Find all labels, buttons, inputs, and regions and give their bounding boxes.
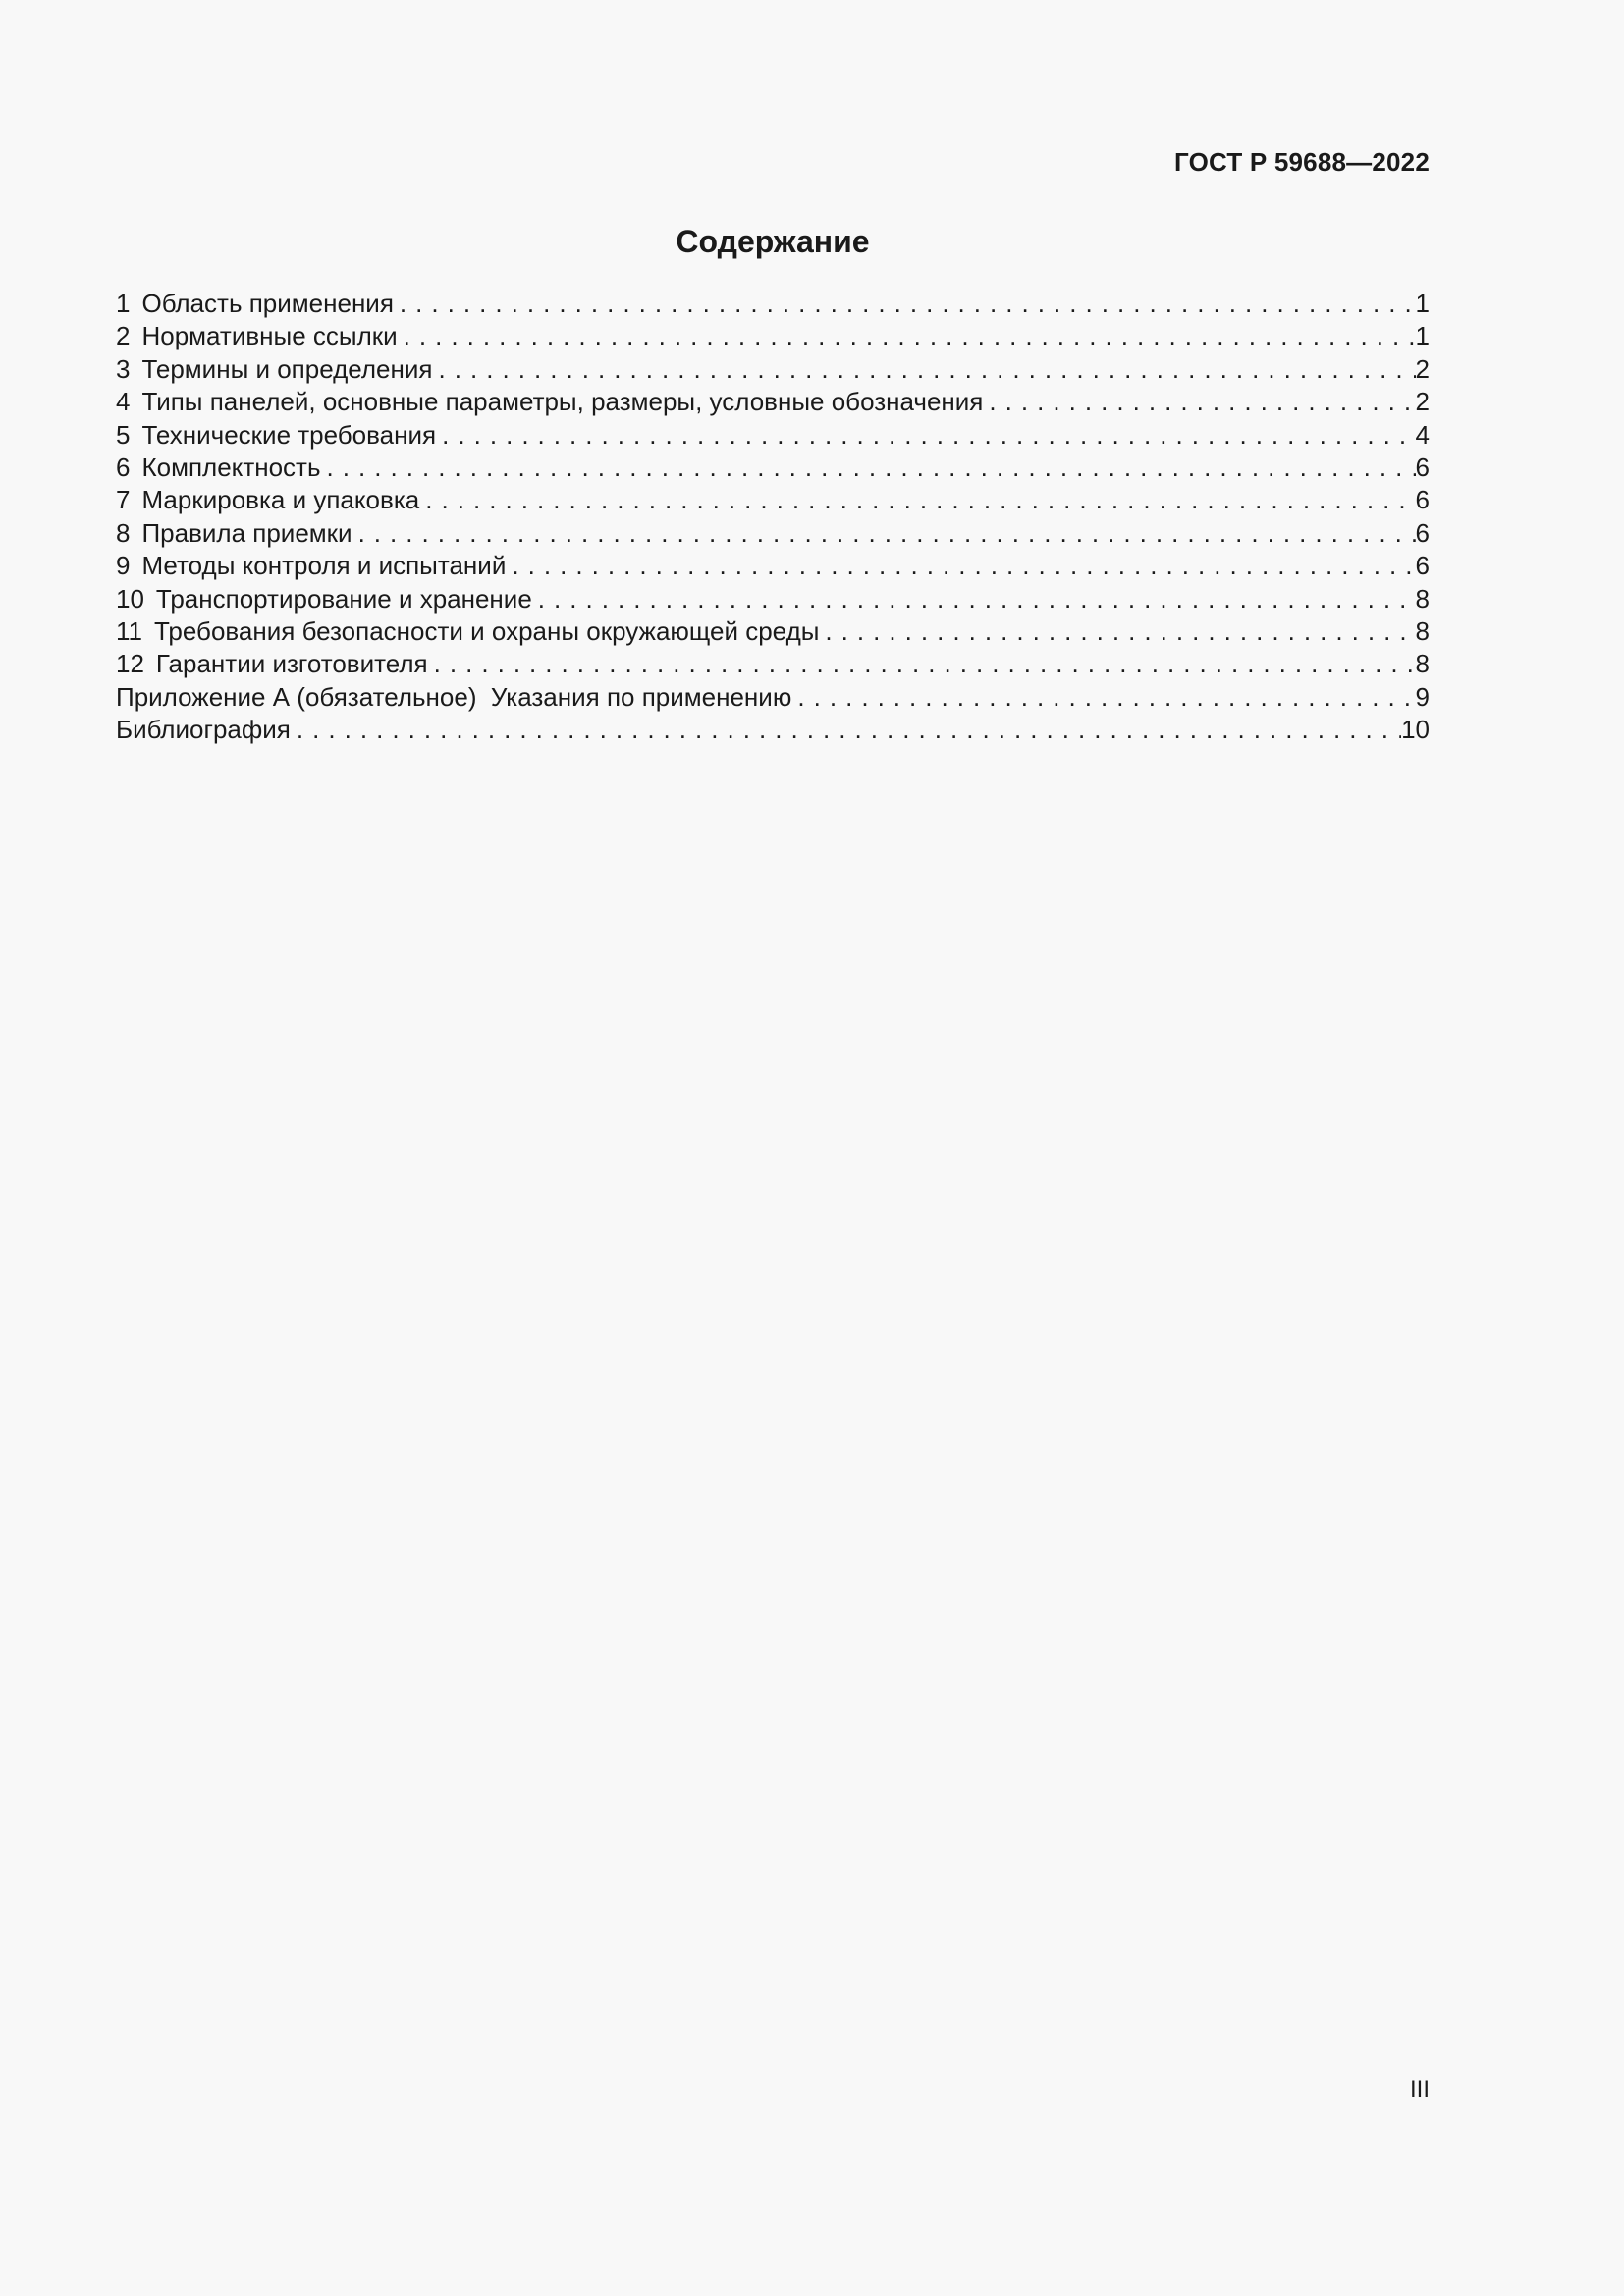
toc-entry-label: Нормативные ссылки [141,321,398,351]
toc-entry-label: Правила приемки [141,517,352,548]
toc-leader-dots [428,648,1416,680]
page-number: III [1409,2076,1430,2103]
toc-entry-number: 7 [116,485,131,515]
toc-entry-label: Типы панелей, основные параметры, размеры, условные обозначения [141,387,984,417]
toc-leader-dots [321,452,1416,484]
toc-entry-label: Приложение А (обязательное) Указания по применению [116,681,792,712]
toc-entry[interactable] [116,615,1430,648]
document-code: ГОСТ Р 59688—2022 [1174,147,1430,177]
toc-entry-label: Область применения [141,289,394,318]
toc-entry-page: 8 [1415,649,1430,679]
toc-entry-label: Гарантии изготовителя [155,649,428,679]
toc-entry-number: 1 [116,289,131,318]
toc-entry[interactable] [116,353,1430,386]
toc-entry[interactable] [116,452,1430,484]
toc-entry-page: 8 [1415,583,1430,614]
toc-entry-number: 11 [116,616,142,647]
toc-entry[interactable] [116,550,1430,582]
toc-entry-number: 5 [116,419,131,450]
toc-leader-dots [532,583,1416,615]
toc-entry-number: 9 [116,551,131,581]
toc-entry-page: 10 [1401,715,1430,745]
toc-entry[interactable] [116,386,1430,418]
toc-entry-page: 2 [1415,353,1430,384]
toc-entry-number: 10 [116,583,144,614]
toc-entry-appendix[interactable] [116,681,1430,714]
toc-entry-number: 4 [116,387,131,417]
toc-entry-label: Библиография [116,715,291,745]
toc-entry-label: Транспортирование и хранение [155,583,532,614]
toc-entry[interactable] [116,648,1430,680]
toc-entry-number: 3 [116,353,131,384]
toc-leader-dots [419,484,1415,516]
toc-leader-dots [791,681,1415,714]
toc-entry[interactable] [116,517,1430,550]
toc-entry-page: 6 [1415,517,1430,548]
toc-entry-page: 1 [1415,289,1430,318]
toc-entry-label: Маркировка и упаковка [141,485,420,515]
toc-entry-page: 6 [1415,551,1430,581]
toc-entry-page: 4 [1415,419,1430,450]
toc-entry-label: Технические требования [141,419,437,450]
toc-entry-page: 6 [1415,453,1430,483]
toc-entry-bibliography[interactable] [116,714,1430,746]
toc-leader-dots [432,353,1415,386]
toc-leader-dots [983,386,1415,418]
toc-leader-dots [506,550,1415,582]
toc-entry[interactable] [116,419,1430,452]
toc-entry[interactable] [116,320,1430,352]
toc-entry[interactable] [116,288,1430,320]
toc-entry-number: 8 [116,517,131,548]
toc-entry-page: 8 [1415,616,1430,647]
toc-leader-dots [394,288,1416,320]
toc-entry-number: 12 [116,649,144,679]
toc-entry-label: Методы контроля и испытаний [141,551,507,581]
toc-entry-page: 1 [1415,321,1430,351]
toc-entry[interactable] [116,583,1430,615]
table-of-contents [116,288,1430,747]
toc-entry-page: 9 [1415,681,1430,712]
toc-entry-number: 2 [116,321,131,351]
toc-leader-dots [291,714,1401,746]
toc-entry-label: Термины и определения [141,353,433,384]
toc-title: Содержание [676,224,870,259]
toc-entry-page: 6 [1415,485,1430,515]
toc-leader-dots [352,517,1416,550]
toc-entry-number: 6 [116,453,131,483]
toc-leader-dots [398,320,1416,352]
toc-entry[interactable] [116,484,1430,516]
toc-entry-page: 2 [1415,387,1430,417]
toc-leader-dots [819,615,1415,648]
toc-leader-dots [436,419,1415,452]
toc-entry-label: Комплектность [141,453,321,483]
toc-entry-label: Требования безопасности и охраны окружающей среды [154,616,820,647]
